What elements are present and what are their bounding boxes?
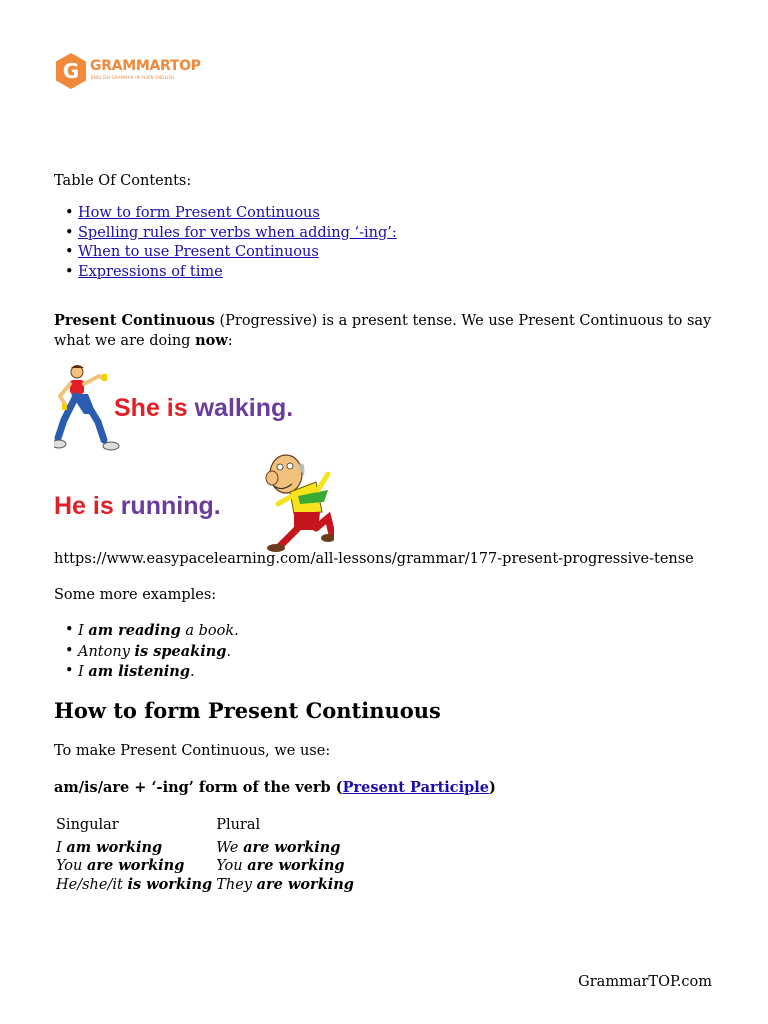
toc-link-expressions[interactable]: Expressions of time	[78, 263, 223, 280]
how-to-form-intro: To make Present Continuous, we use:	[54, 743, 331, 759]
logo-name: GRAMMARTOP	[90, 58, 201, 74]
section-heading-how-to-form: How to form Present Continuous	[54, 698, 441, 723]
present-participle-link[interactable]: Present Participle	[342, 779, 490, 796]
toc-item	[62, 224, 397, 244]
column-header-plural: Plural	[216, 817, 261, 833]
example-item: • Antony is speaking.	[62, 642, 239, 663]
examples-list	[62, 621, 239, 683]
source-url: https://www.easypacelearning.com/all-lessons/grammar/177-present-progressive-tense	[54, 551, 694, 567]
intro-text-b: :	[227, 333, 233, 349]
intro-text-a: (Progressive) is a present tense. We use Present Continuous to say what we are doing	[54, 313, 712, 349]
intro-paragraph	[54, 311, 714, 351]
toc-link-when-to-use[interactable]: When to use Present Continuous	[78, 244, 319, 260]
intro-term: Present Continuous	[54, 312, 215, 329]
conjugation-table	[56, 817, 358, 894]
illustration-caption-he-is-running: He is running.	[54, 492, 221, 520]
logo-tagline: ENGLISH GRAMMAR IN PLAIN ENGLISH	[91, 75, 175, 80]
grammartop-logo[interactable]	[54, 52, 201, 90]
table-header-row	[56, 817, 358, 839]
formation-rule: am/is/are + ‘-ing’ form of the verb (Present Participle)	[54, 779, 496, 796]
toc-list	[62, 204, 397, 282]
logo-hexagon-icon	[54, 52, 88, 90]
logo-letter: G	[62, 59, 80, 83]
example-item: • I am listening.	[62, 662, 239, 683]
running-man-figure	[266, 455, 334, 552]
examples-intro: Some more examples:	[54, 587, 217, 603]
column-header-singular: Singular	[56, 817, 119, 833]
footer-site-name: GrammarTOP.com	[578, 974, 712, 990]
tense-illustration	[54, 362, 334, 552]
table-row: I am working We are working	[56, 838, 341, 856]
intro-now: now	[195, 332, 228, 349]
toc-heading: Table Of Contents:	[54, 173, 192, 189]
table-row: You are working You are working	[56, 857, 345, 874]
toc-item	[62, 243, 397, 263]
example-item: • I am reading a book.	[62, 621, 239, 642]
walking-woman-figure	[54, 365, 119, 450]
illustration-caption-she-is-walking: She is walking.	[114, 394, 294, 422]
toc-link-how-to-form[interactable]: How to form Present Continuous	[78, 205, 320, 221]
illustration-art	[54, 362, 334, 552]
toc-link-spelling-rules[interactable]: Spelling rules for verbs when adding ‘-ing’:	[78, 224, 397, 241]
table-row: He/she/it is working They are working	[56, 875, 354, 893]
toc-item	[62, 204, 397, 224]
toc-item	[62, 263, 397, 283]
